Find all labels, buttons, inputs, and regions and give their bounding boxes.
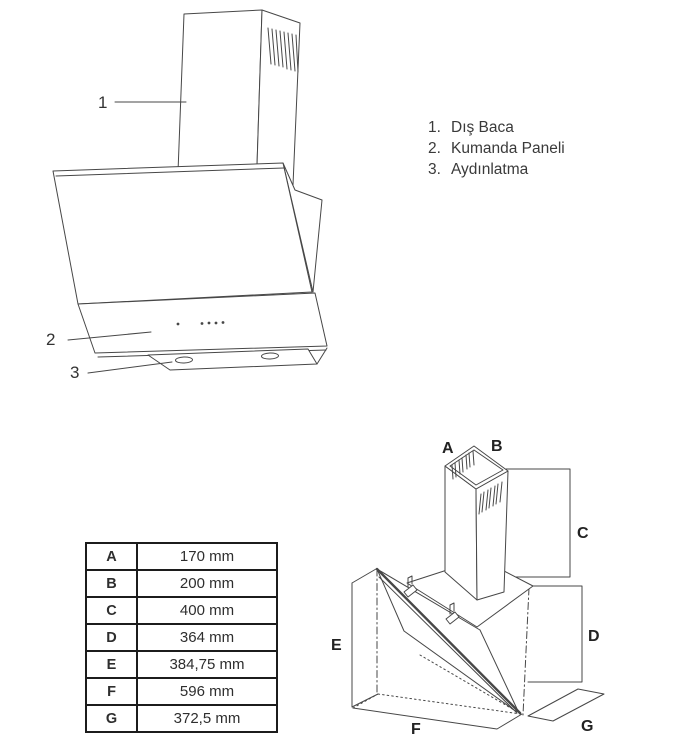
table-row [86, 543, 277, 570]
dim-depth-g [528, 689, 604, 721]
cell-value: 200 mm [137, 570, 277, 597]
dim-label-c: C [577, 525, 589, 542]
dim-label-d: D [588, 628, 600, 645]
legend-item-kumanda-paneli [428, 138, 565, 159]
legend-number: 1. [428, 119, 441, 136]
legend-number: 2. [428, 140, 441, 157]
dim-label-a: A [442, 440, 454, 457]
table-row [86, 651, 277, 678]
callout-3-line [88, 362, 172, 373]
glass-panel [53, 163, 312, 304]
cell-letter: B [86, 570, 137, 597]
cell-value: 596 mm [137, 678, 277, 705]
legend-label: Aydınlatma [451, 161, 529, 178]
dim-bracket-c [506, 469, 570, 577]
cell-letter: E [86, 651, 137, 678]
cell-value: 400 mm [137, 597, 277, 624]
cell-value: 384,75 mm [137, 651, 277, 678]
hidden-edge-right [523, 588, 529, 715]
dim-label-g: G [581, 718, 594, 735]
bottom-plate [148, 349, 317, 370]
legend-item-dis-baca [428, 117, 565, 138]
cell-letter: D [86, 624, 137, 651]
cell-letter: G [86, 705, 137, 732]
table-row [86, 597, 277, 624]
chimney-front-face [178, 10, 262, 172]
dim-bracket-d [528, 586, 582, 682]
dim-chimney-right-face [476, 471, 508, 600]
callout-3-label: 3 [70, 363, 80, 382]
cell-letter: F [86, 678, 137, 705]
dimensions-table [85, 542, 278, 733]
table-row [86, 624, 277, 651]
chimney-side-face [257, 10, 300, 185]
cell-letter: A [86, 543, 137, 570]
table-row [86, 705, 277, 732]
callout-1-label: 1 [98, 93, 108, 112]
callout-2-label: 2 [46, 330, 56, 349]
dimension-diagram [331, 438, 604, 738]
legend-number: 3. [428, 161, 441, 178]
dim-label-b: B [491, 438, 503, 455]
table-row [86, 570, 277, 597]
dim-line-e [352, 569, 378, 707]
cell-value: 372,5 mm [137, 705, 277, 732]
hood-illustration [46, 10, 327, 382]
hidden-bottom-edge [378, 694, 521, 714]
parts-legend [428, 117, 565, 180]
cell-value: 364 mm [137, 624, 277, 651]
bottom-outline [353, 708, 522, 729]
cell-letter: C [86, 597, 137, 624]
legend-label: Kumanda Paneli [451, 140, 565, 157]
dim-label-e: E [331, 637, 342, 654]
legend-item-aydinlatma [428, 159, 565, 180]
dim-label-f: F [411, 721, 421, 738]
legend-label: Dış Baca [451, 119, 514, 136]
cell-value: 170 mm [137, 543, 277, 570]
table-row [86, 678, 277, 705]
